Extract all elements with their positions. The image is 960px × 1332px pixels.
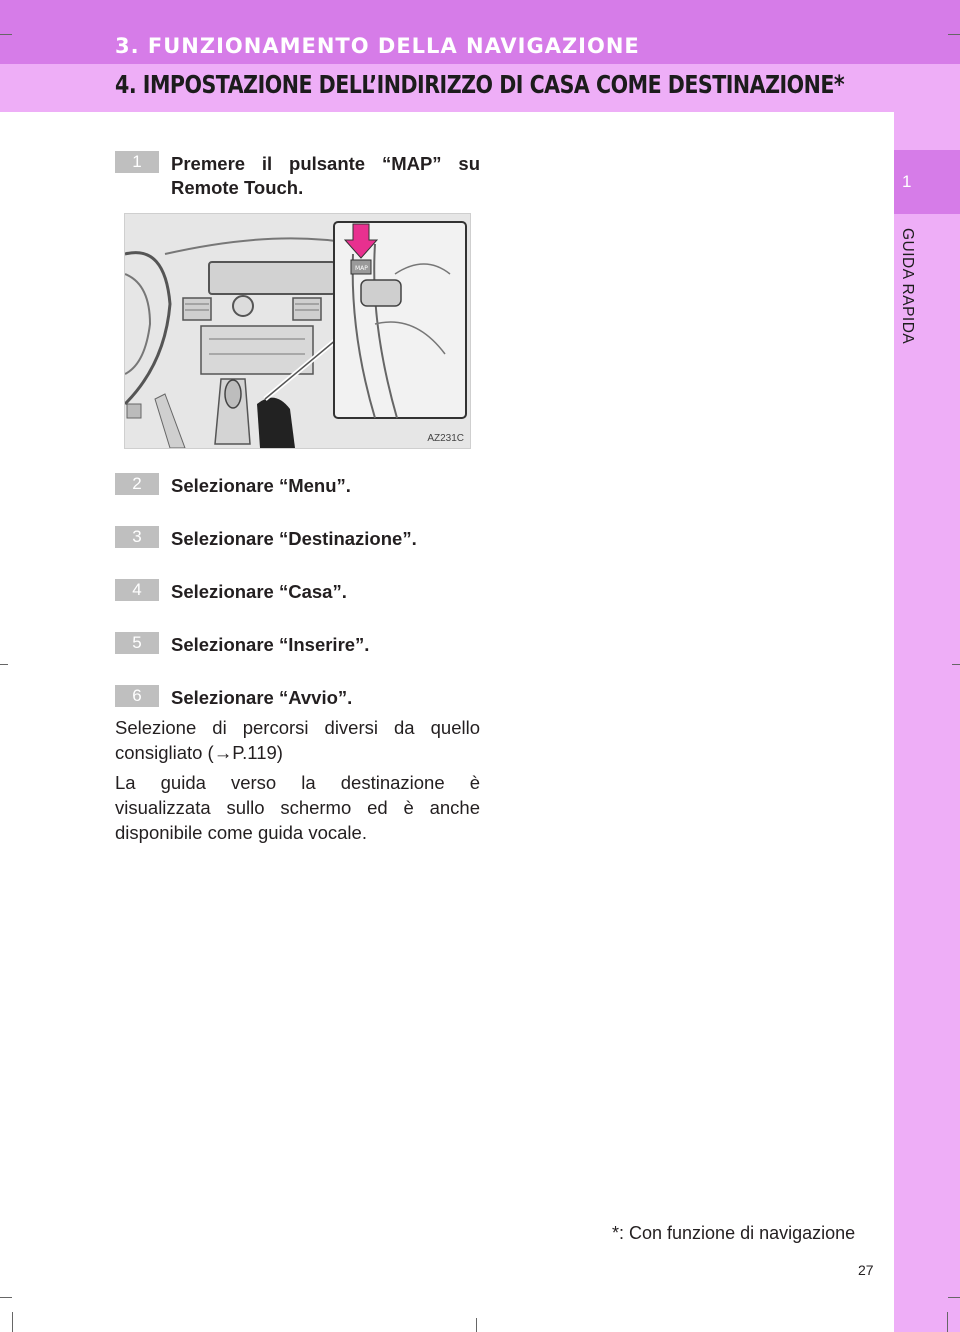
center-console-illustration [124,213,471,449]
crop-mark [0,664,8,665]
section-title: 3. FUNZIONAMENTO DELLA NAVIGAZIONE [115,34,640,58]
chapter-number: 1 [902,172,912,191]
step-badge-5: 5 [115,632,159,654]
step-text-2: Selezionare “Menu”. [171,475,351,496]
step-text-3: Selezionare “Destinazione”. [171,528,417,549]
crop-mark [948,1297,960,1298]
step-text-5: Selezionare “Inserire”. [171,634,370,655]
page-number: 27 [858,1262,874,1278]
crop-mark [952,664,960,665]
step-text-1: Premere il pulsante “MAP” su Remote Touch. [171,153,480,198]
step-badge-3: 3 [115,526,159,548]
console-drawing [125,214,470,448]
step-badge-4: 4 [115,579,159,601]
chapter-label: GUIDA RAPIDA [899,228,916,345]
footnote: *: Con funzione di navigazione [612,1223,856,1243]
step-text-6: Selezionare “Avvio”. [171,687,353,708]
crop-mark [0,1297,12,1298]
step-badge-1: 1 [115,151,159,173]
crop-mark [948,34,960,35]
crop-mark [0,34,12,35]
crop-mark [476,1318,477,1332]
guidance-note: La guida verso la destinazione è visualizzata sullo schermo ed è anche disponibile come guida vocale. [115,772,480,843]
crop-mark [947,1312,948,1332]
page-title: 4. IMPOSTAZIONE DELL’INDIRIZZO DI CASA COME DESTINAZIONE* [115,70,845,99]
step-badge-2: 2 [115,473,159,495]
illustration-code: AZ231C [427,433,464,444]
step-badge-6: 6 [115,685,159,707]
crop-mark [12,1312,13,1332]
step-text-4: Selezionare “Casa”. [171,581,347,602]
illus-map-label: MAP [355,265,368,272]
route-options-note: Selezione di percorsi diversi da quello consigliato (→P.119) [115,717,480,763]
